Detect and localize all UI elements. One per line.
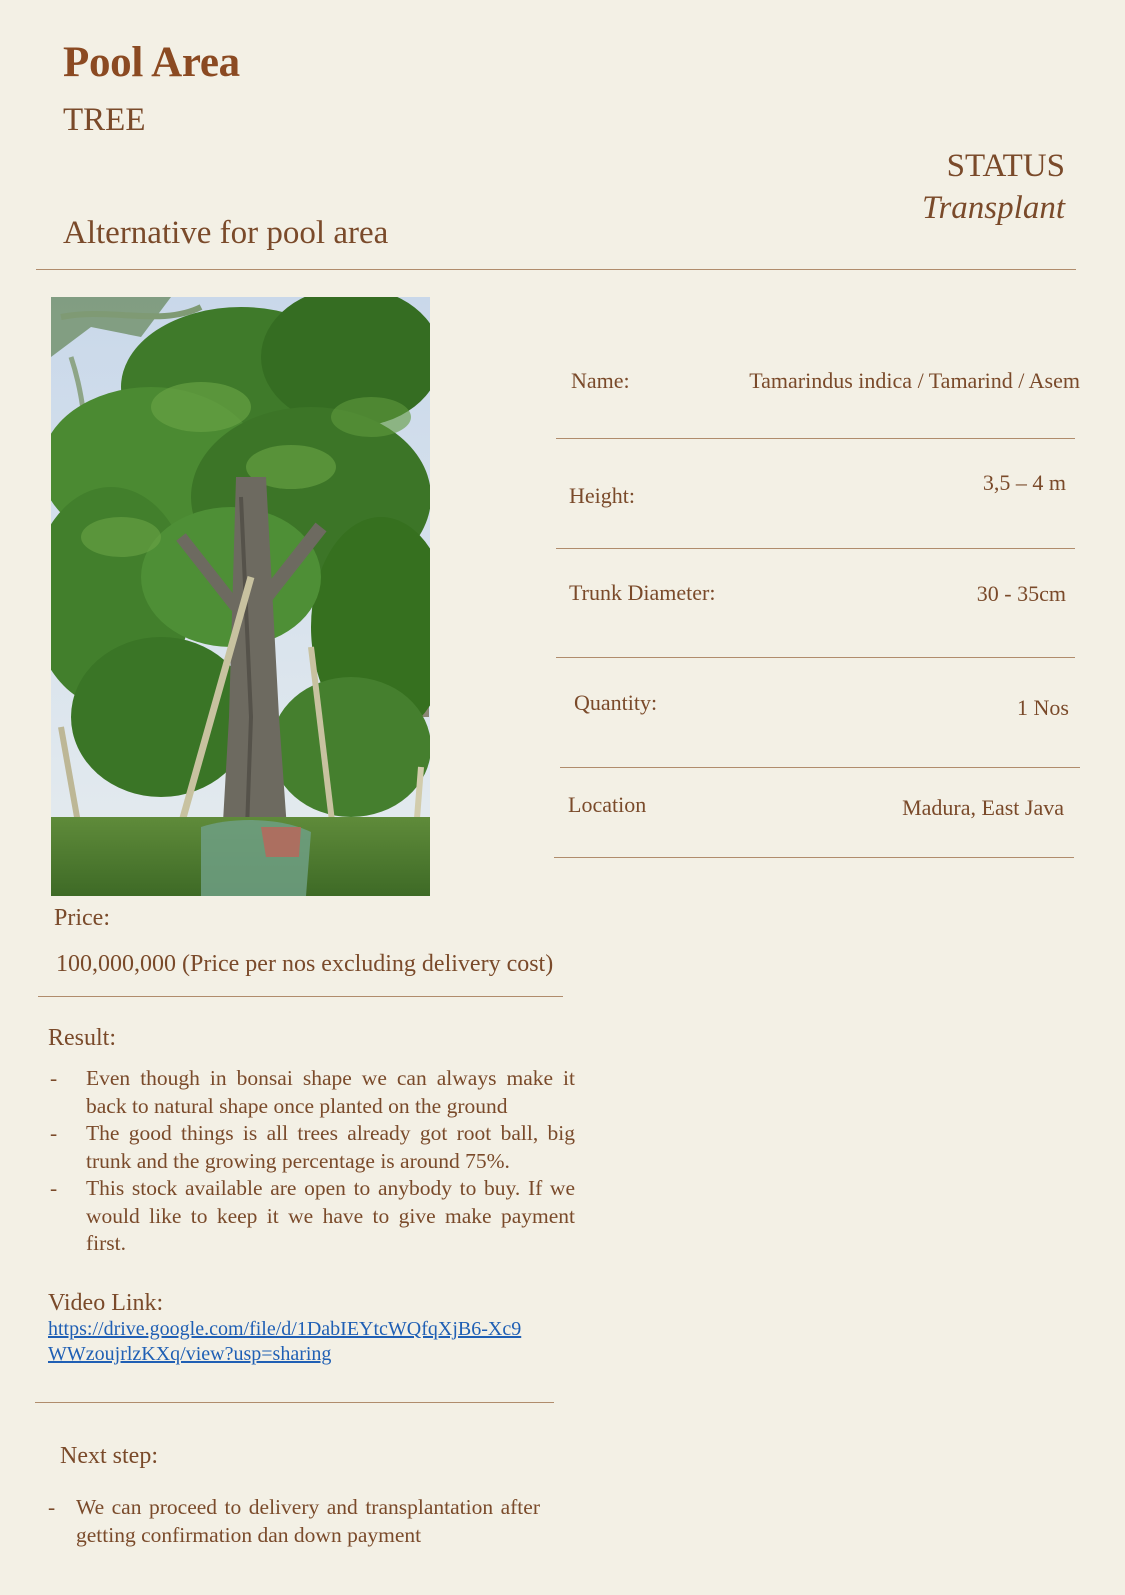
result-label: Result: [48,1025,117,1051]
spec-quantity-label: Quantity: [574,690,658,715]
spec-name-label: Name: [571,368,630,393]
header-divider [36,269,1076,270]
spec-trunk-value: 30 - 35cm [976,581,1066,606]
spec-divider [556,548,1075,549]
spec-quantity-value: 1 Nos [1017,695,1069,720]
spec-divider [556,438,1075,439]
spec-trunk-label: Trunk Diameter: [569,580,716,605]
page-subtitle: Alternative for pool area [63,215,389,251]
next-step-label: Next step: [60,1443,158,1469]
status-value: Transplant [921,190,1065,226]
spec-divider [554,857,1074,858]
result-list [50,1065,575,1258]
spec-name-value: Tamarindus indica / Tamarind / Asem [749,368,1080,393]
tree-photo [51,297,430,896]
list-item: - The good things is all trees already got root ball, big trunk and the growing percentage is around 75%. [50,1121,575,1173]
spec-height-label: Height: [569,483,635,508]
price-label: Price: [54,905,110,931]
video-divider [35,1402,554,1403]
spec-location-label: Location [568,792,647,817]
spec-divider [556,657,1075,658]
list-item: - This stock available are open to anybody to buy. If we would like to keep it we have to give make payment first. [50,1176,575,1255]
spec-divider [560,767,1080,768]
video-label: Video Link: [48,1290,164,1316]
status-label: STATUS [946,148,1065,184]
list-item: - Even though in bonsai shape we can always make it back to natural shape once planted on the ground [50,1066,575,1118]
video-link[interactable]: https://drive.google.com/file/d/1DabIEYtcWQfqXjB6-Xc9WWzoujrlzKXq/view?usp=sharing [48,1318,522,1365]
next-step-list [48,1494,540,1549]
price-value: 100,000,000 (Price per nos excluding delivery cost) [56,951,554,977]
spec-height-value: 3,5 – 4 m [982,470,1066,495]
page-title: Pool Area [63,39,240,86]
spec-location-value: Madura, East Java [902,795,1064,820]
price-divider [38,996,563,997]
category-label: TREE [63,102,146,138]
list-item: - We can proceed to delivery and transplantation after getting confirmation dan down payment [48,1495,540,1547]
